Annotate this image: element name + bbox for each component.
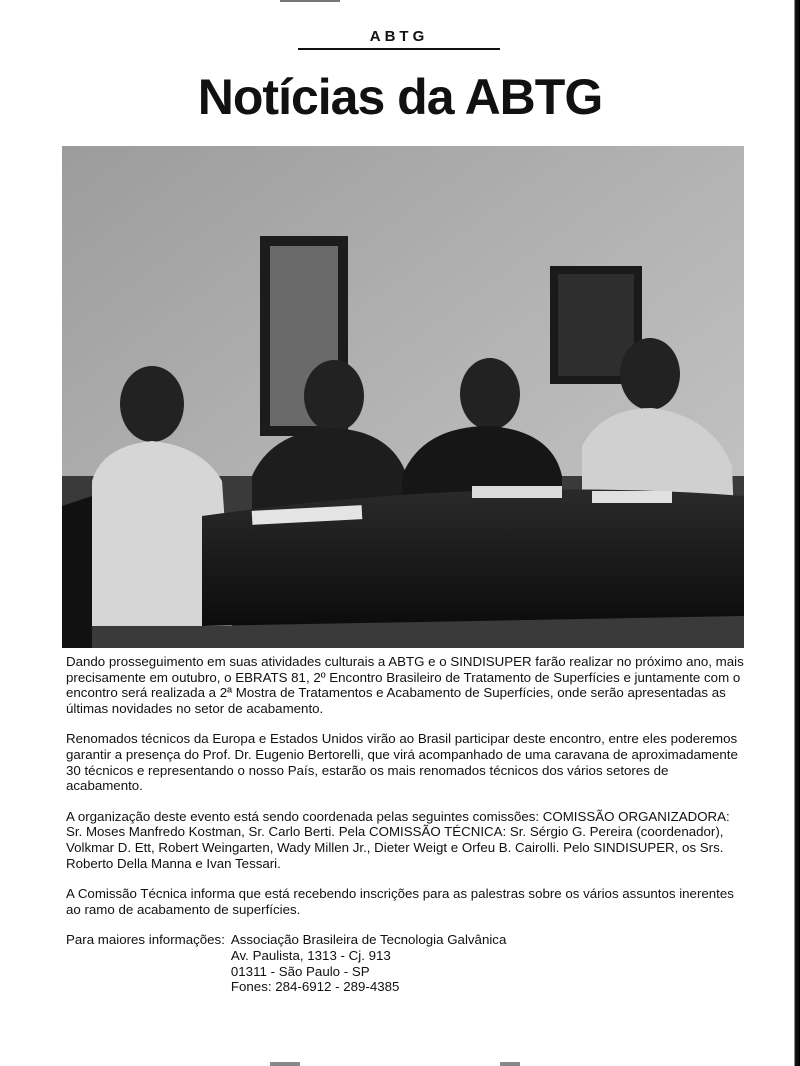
page-title: Notícias da ABTG [197, 69, 603, 125]
contact-city: 01311 - São Paulo - SP [230, 963, 370, 979]
meeting-photo [62, 146, 744, 648]
scan-mark [280, 0, 340, 2]
paragraph: Renomados técnicos da Europa e Estados Unidos virão ao Brasil participar deste encontro, entre eles poderemos garantir a presença do Prof. Dr. Eugenio Bertorelli, que virá acompanhado de uma caravana de aproximadamente 30 técnicos e representando o nosso País, estarão os mais renomados técnicos dos vários setores de acabamento. [66, 731, 738, 794]
article-body [66, 654, 746, 995]
contact-organization: Associação Brasileira de Tecnologia Galvânica [230, 932, 507, 948]
section-label: ABTG [369, 28, 429, 45]
meeting-photo-illustration [62, 146, 744, 648]
section-rule [298, 48, 500, 50]
contact-block [66, 932, 746, 994]
paragraph: A Comissão Técnica informa que está recebendo inscrições para as palestras sobre os vários assuntos inerentes ao ramo de acabamento de superfícies. [66, 886, 734, 917]
scan-mark [270, 1062, 300, 1066]
scan-edge [786, 0, 800, 1066]
contact-phones: Fones: 284-6912 - 289-4385 [230, 979, 400, 995]
contact-label: Para maiores informações: [66, 932, 225, 948]
paragraph: A organização deste evento está sendo coordenada pelas seguintes comissões: COMISSÃO ORGANIZADORA: Sr. Moses Manfredo Kostman, Sr. Carlo Berti. Pela COMISSÃO TÉCNICA: Sr. Sérgio G. Pereira (coordenador), Volkmar D. Ett, Robert Weingarten, Wady Millen Jr., Dieter Weigt e Orfeu B. Cairolli. Pelo SINDISUPER, os Srs. Roberto Della Manna e Ivan Tessari. [66, 808, 730, 871]
contact-address: Av. Paulista, 1313 - Cj. 913 [230, 947, 391, 963]
paragraph: Dando prosseguimento em suas atividades culturais a ABTG e o SINDISUPER farão realizar no próximo ano, mais precisamente em outubro, o EBRATS 81, 2º Encontro Brasileiro de Tratamento de Superfícies e juntamente com o encontro será realizada a 2ª Mostra de Tratamentos e Acabamento de Superfícies, onde serão apresentadas as últimas novidades no setor de acabamento. [66, 654, 744, 716]
scan-mark [500, 1062, 520, 1066]
contact-lines [231, 932, 506, 994]
